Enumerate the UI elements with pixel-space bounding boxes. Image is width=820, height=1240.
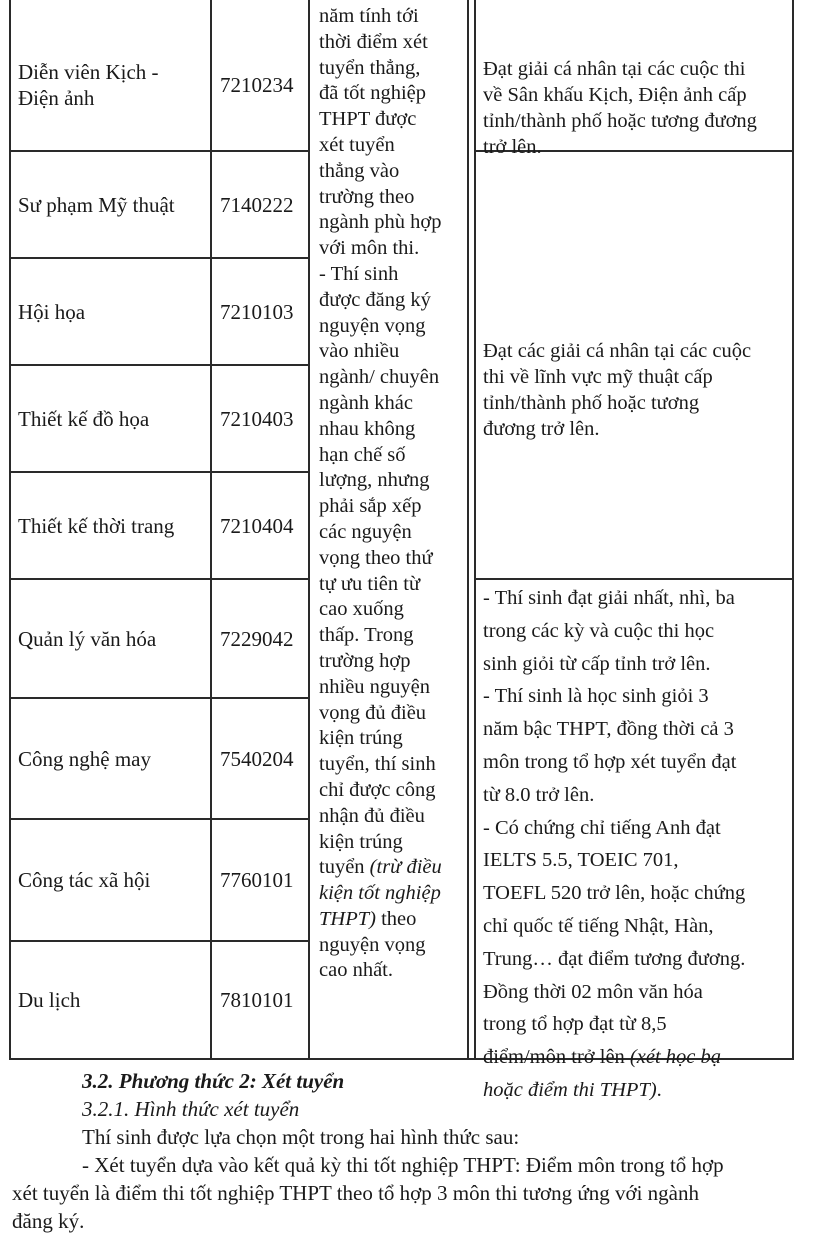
table-border-left [9, 0, 11, 1060]
intro-paragraph: Thí sinh được lựa chọn một trong hai hình thức sau: [82, 1125, 520, 1149]
table-cell-name [18, 473, 206, 578]
section-subheading: 3.2.1. Hình thức xét tuyển [82, 1097, 300, 1121]
criteria-text: Đạt giải cá nhân tại các cuộc thi về Sân khấu Kịch, Điện ảnh cấp tỉnh/thành phố hoặc tương đương trở lên. [483, 58, 757, 158]
table-cell-name [18, 699, 206, 818]
program-code: 7540204 [220, 746, 294, 771]
section-heading: 3.2. Phương thức 2: Xét tuyển [82, 1069, 345, 1093]
program-code: 7210234 [220, 73, 294, 97]
table-cell-code [220, 152, 308, 257]
column-divider [467, 0, 469, 1060]
conditions-text-end: theo nguyện vọng cao nhất. [319, 907, 426, 982]
program-code: 7760101 [220, 868, 294, 892]
program-name: Thiết kế đồ họa [18, 406, 150, 431]
table-cell-name [18, 580, 206, 697]
bullet-line: đăng ký. [12, 1209, 85, 1233]
table-cell-name [18, 152, 206, 257]
program-code: 7210404 [220, 513, 294, 538]
bullet-line: xét tuyển là điểm thi tốt nghiệp THPT theo tổ hợp 3 môn thi tương ứng với ngành [12, 1181, 700, 1205]
table-cell-name [18, 942, 206, 1058]
column-divider [210, 0, 212, 1060]
table-border-right [792, 0, 794, 1060]
table-cell-code [220, 820, 308, 940]
program-code: 7210403 [220, 406, 294, 431]
table-cell-code [220, 699, 308, 818]
table-cell-code [220, 259, 308, 364]
conditions-text: năm tính tới thời điểm xét tuyển thẳng, đã tốt nghiệp THPT được xét tuyển thẳng vào trường theo ngành phù hợp với môn thi. - Thí sinh được đăng ký nguyện vọng vào nhiều ngành/ chuyên ngành khác nhau không hạn chế số lượng, nhưng phải sắp xếp các nguyện vọng theo thứ tự ưu tiên từ cao xuống thấp. Trong trường hợp nhiều nguyện vọng đủ điều kiện trúng tuyển, thí sinh chỉ được công nhận đủ điều kiện trúng tuyển [319, 5, 442, 879]
conditions-italic-note: (trừ điều kiện tốt nghiệp THPT) [319, 856, 442, 930]
program-code: 7140222 [220, 192, 294, 217]
table-cell-code [220, 942, 308, 1058]
row-divider [474, 578, 794, 580]
program-name: Công tác xã hội [18, 868, 151, 892]
program-name: Sư phạm Mỹ thuật [18, 192, 175, 217]
award-criteria-general [483, 582, 788, 1107]
program-name: Diễn viên Kịch - Điện ảnh [18, 60, 159, 110]
award-criteria-drama [483, 30, 788, 160]
program-code: 7210103 [220, 299, 294, 324]
criteria-italic-note: (xét học bạ hoặc điểm thi THPT) [483, 1046, 721, 1101]
table-cell-code [220, 366, 308, 471]
program-name: Quản lý văn hóa [18, 626, 157, 651]
program-name: Du lịch [18, 988, 81, 1012]
column-divider [474, 0, 476, 1060]
column-divider [308, 0, 310, 1060]
award-criteria-fine-arts [483, 312, 788, 442]
program-name: Hội họa [18, 299, 86, 324]
program-code: 7229042 [220, 626, 294, 651]
program-name: Công nghệ may [18, 746, 151, 771]
table-cell-name [18, 30, 206, 140]
criteria-text: Đạt các giải cá nhân tại các cuộc thi về lĩnh vực mỹ thuật cấp tỉnh/thành phố hoặc tương đương trở lên. [483, 340, 752, 440]
table-cell-code [220, 580, 308, 697]
program-name: Thiết kế thời trang [18, 513, 175, 538]
table-cell-code [220, 473, 308, 578]
bullet-line: - Xét tuyển dựa vào kết quả kỳ thi tốt nghiệp THPT: Điểm môn trong tổ hợp [82, 1153, 724, 1177]
admission-conditions-text [319, 4, 465, 984]
criteria-text: - Thí sinh đạt giải nhất, nhì, ba trong các kỳ và cuộc thi học sinh giỏi từ cấp tỉnh trở lên. - Thí sinh là học sinh giỏi 3 năm bậc THPT, đồng thời cả 3 môn trong tổ hợp xét tuyển đạt từ 8.0 trở lên. - Có chứng chỉ tiếng Anh đạt IELTS 5.5, TOEIC 701, TOEFL 520 trở lên, hoặc chứng chỉ quốc tế tiếng Nhật, Hàn, Trung… đạt điểm tương đương. Đồng thời 02 môn văn hóa trong tổ hợp đạt từ 8,5 điểm/môn trở lên [483, 587, 746, 1069]
program-code: 7810101 [220, 988, 294, 1012]
table-cell-name [18, 820, 206, 940]
criteria-text-end: . [656, 1078, 662, 1101]
table-cell-name [18, 366, 206, 471]
table-cell-code [220, 30, 308, 140]
table-cell-name [18, 259, 206, 364]
